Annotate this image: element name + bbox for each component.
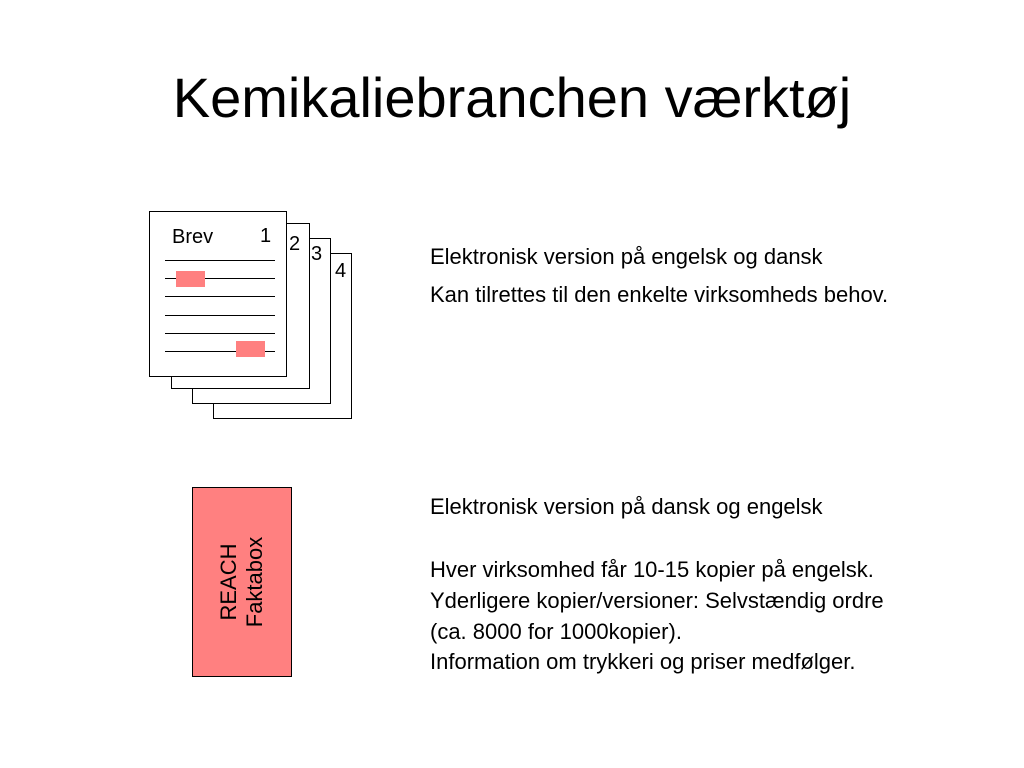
section1-line-2: Kan tilrettes til den enkelte virksomheds behov. [430, 282, 889, 307]
page-number-4: 4 [335, 260, 347, 282]
faktabox-line-2: Faktabox [242, 536, 267, 628]
letter-text-line [165, 260, 275, 261]
page-number-3: 3 [311, 243, 323, 265]
faktabox-line-1: REACH [216, 543, 241, 621]
slide-title: Kemikaliebranchen værktøj [172, 66, 852, 129]
letter-text-line [165, 333, 275, 334]
letter-text-line [165, 296, 275, 297]
section2-line-5: Information om trykkeri og priser medfølger. [430, 649, 856, 674]
faktabox-label [216, 537, 268, 628]
letter-label: Brev [172, 226, 214, 248]
section2-line-2: Hver virksomhed får 10-15 kopier på engelsk. [430, 557, 874, 582]
section1-line-1: Elektronisk version på engelsk og dansk [430, 244, 823, 269]
page-number-2: 2 [289, 233, 301, 255]
section2-line-3: Yderligere kopier/versioner: Selvstændig ordre [430, 588, 884, 613]
letter-highlight-mark [236, 341, 265, 357]
letter-text-line [165, 315, 275, 316]
letter-highlight-mark [176, 271, 205, 287]
section2-line-1: Elektronisk version på dansk og engelsk [430, 494, 823, 519]
section2-line-4: (ca. 8000 for 1000kopier). [430, 619, 682, 644]
page-number-1: 1 [260, 225, 272, 247]
reach-faktabox [192, 487, 292, 677]
